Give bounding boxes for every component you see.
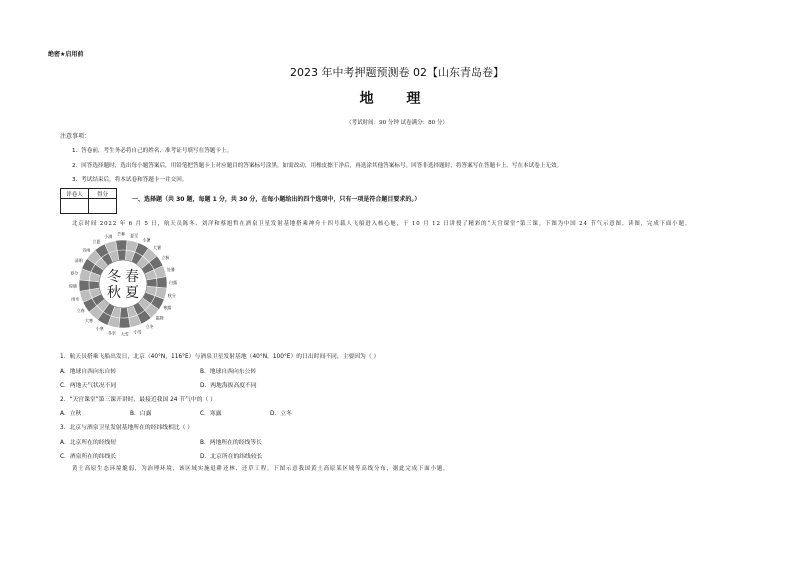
question-stem: 2．“天宫课堂”第三课开讲时，最接近我国 24 节气中的（ ）: [60, 397, 216, 403]
option-d[interactable]: D．两地海拔高度不同: [200, 383, 257, 389]
solar-term-label: 处暑: [166, 266, 175, 272]
solar-term-label: 惊蛰: [69, 283, 78, 289]
scorer-cell[interactable]: [61, 199, 89, 214]
section-intro: 北京时间 2022 年 6 月 5 日，航天员陈冬、刘洋和蔡旭哲在酒泉卫星发射基地搭乘神舟十四号载人飞船进入核心舱，于 10 月 12 日讲授了精彩的“天宫课堂”第三课。下图为中国 24 节气示意图。读图，完成下面小题。: [72, 221, 692, 227]
solar-term-label: 立秋: [161, 255, 170, 261]
notice-item: 1．答卷前，考生务必将自己的姓名、准考证号填写在答题卡上。: [72, 148, 233, 154]
notice-item: 2．回答选择题时，选出每小题答案后，用铅笔把答题卡上对应题目的答案标号涂黑。如需改动，用橡皮擦干净后，再选涂其他答案标号。回答非选择题时，将答案写在答题卡上。写在本试卷上无效。: [72, 163, 563, 169]
option-b[interactable]: B．地球自西向东公转: [200, 369, 257, 375]
solar-term-label: 立春: [76, 308, 85, 314]
option-a[interactable]: A．地球自西向东自转: [60, 369, 117, 375]
solar-term-label: 立夏: [92, 239, 101, 245]
scorer-label: 评卷人: [61, 189, 89, 199]
option-c[interactable]: C．寒露: [200, 411, 222, 417]
option-b[interactable]: B．两地所在的经线等长: [200, 440, 262, 446]
solar-term-label: 芒种: [117, 231, 126, 237]
solar-term-label: 夏至: [130, 232, 139, 238]
solar-term-label: 大寒: [84, 318, 93, 324]
solar-term-label: 寒露: [163, 304, 172, 310]
solar-term-label: 小雪: [133, 329, 142, 335]
notice-heading: 注意事项：: [60, 133, 91, 140]
solar-term-label: 大暑: [153, 244, 162, 250]
option-a[interactable]: A．立秋: [60, 411, 82, 417]
solar-term-label: 小满: [104, 233, 113, 239]
solar-terms-wheel: [58, 229, 188, 339]
season-char: 秋: [107, 285, 121, 301]
next-section-intro: 黄土高原生态环境脆弱，为治理环境，该区域实施退耕还林、还草工程。下图示意我国黄土高原某区域等高线分布，据此完成下面小题。: [72, 466, 450, 472]
notice-item: 3．考试结束后，将本试卷和答题卡一并交回。: [72, 177, 188, 183]
solar-term-label: 秋分: [167, 292, 176, 298]
solar-term-label: 小寒: [95, 325, 104, 331]
solar-term-label: 小暑: [142, 237, 151, 243]
exam-title: 2023 年中考押题预测卷 02【山东青岛卷】: [290, 66, 504, 79]
scorer-table: [60, 188, 117, 214]
solar-term-label: 霜降: [155, 315, 164, 321]
question-stem: 3．北京与酒泉卫星发射基地所在的经纬线相比（ ）: [60, 425, 194, 431]
option-d[interactable]: D．立冬: [270, 411, 292, 417]
section-title: 一、选择题（共 30 题，每题 1 分，共 30 分，在每小题给出的四个选项中，只有一项是符合题目要求的。）: [132, 196, 421, 203]
solar-term-label: 雨水: [71, 296, 80, 302]
exam-time-info: （考试时间：90 分钟 试卷满分：80 分）: [346, 120, 448, 126]
option-c[interactable]: C．酒泉所在的纬线长: [60, 454, 117, 460]
score-label: 得分: [89, 189, 117, 199]
question-stem: 1．航天员搭乘飞船出发日，北京（40°N，116°E）与酒泉卫星发射基地（40°N，100°E）的日出时间不同，主要因为（ ）: [60, 354, 380, 360]
solar-term-label: 冬至: [107, 330, 116, 336]
subject-title: 地 理: [359, 91, 435, 107]
solar-term-label: 大雪: [120, 331, 129, 337]
solar-term-label: 谷雨: [82, 247, 91, 253]
option-a[interactable]: A．北京所在的经线短: [60, 440, 117, 446]
confidential-label: 绝密★启用前: [48, 51, 84, 58]
option-c[interactable]: C．两地天气状况不同: [60, 383, 117, 389]
option-b[interactable]: B．白露: [130, 411, 152, 417]
solar-term-label: 清明: [74, 258, 83, 264]
solar-term-label: 立冬: [145, 323, 154, 329]
solar-term-label: 白露: [168, 279, 177, 285]
solar-term-label: 春分: [70, 270, 79, 276]
score-cell[interactable]: [89, 199, 117, 214]
season-char: 冬: [107, 269, 121, 285]
season-char: 春: [125, 269, 139, 285]
option-d[interactable]: D．北京所在的纬线较长: [200, 454, 263, 460]
season-char: 夏: [125, 285, 139, 301]
